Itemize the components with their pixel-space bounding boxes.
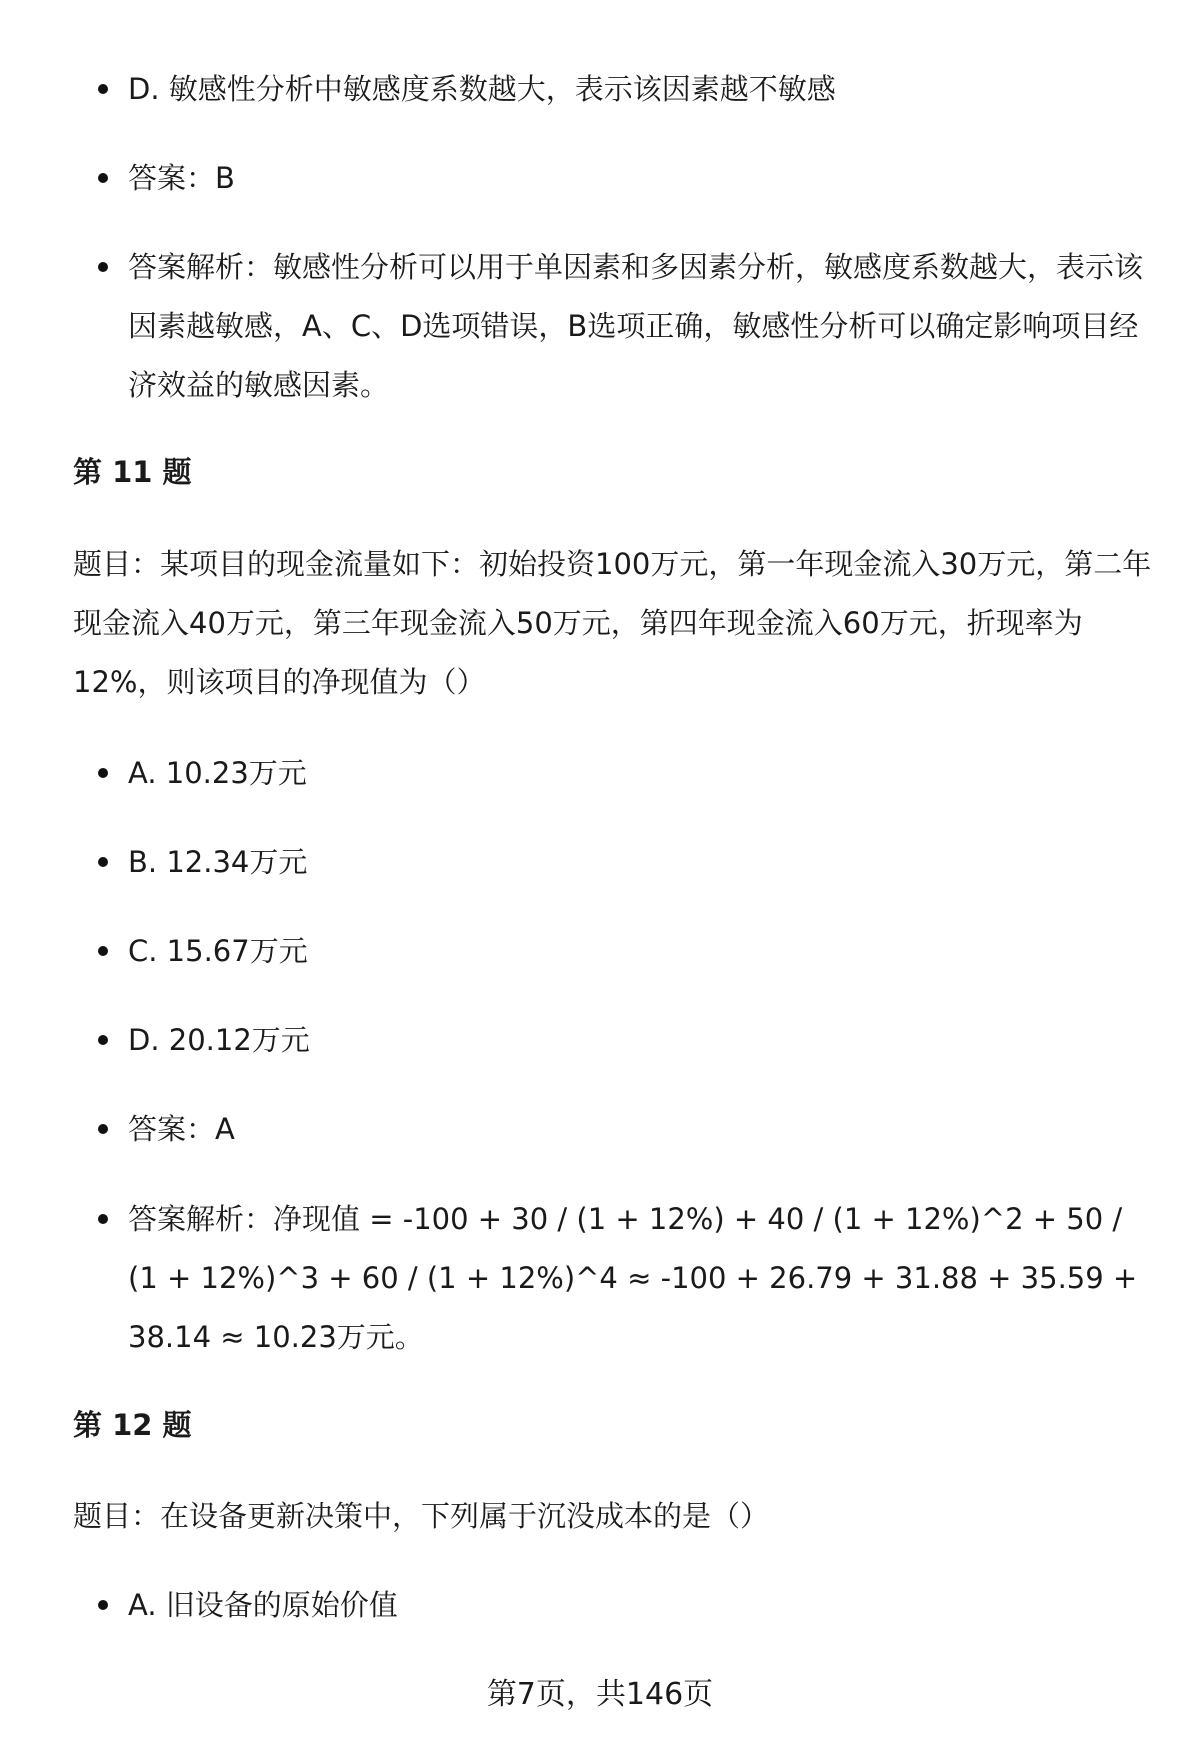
bullet-icon — [98, 1035, 108, 1045]
option-text: D. 敏感性分析中敏感度系数越大，表示该因素越不敏感 — [128, 72, 836, 106]
answer — [128, 149, 1158, 208]
option-a — [128, 744, 1158, 803]
option-text: A. 旧设备的原始价值 — [128, 1588, 398, 1622]
option-d — [128, 60, 1158, 119]
option-b — [128, 833, 1158, 892]
question-heading: 第 11 题 — [73, 455, 192, 489]
answer-text: 答案：B — [128, 161, 235, 195]
bullet-icon — [98, 1214, 108, 1224]
option-c — [128, 922, 1158, 981]
bullet-icon — [98, 857, 108, 867]
option-text: D. 20.12万元 — [128, 1023, 310, 1057]
page-number: 第7页，共146页 — [486, 1677, 714, 1712]
question-heading: 第 12 题 — [73, 1408, 192, 1442]
bullet-icon — [98, 1600, 108, 1610]
option-text: B. 12.34万元 — [128, 845, 308, 879]
bullet-icon — [98, 768, 108, 778]
bullet-icon — [98, 173, 108, 183]
answer-text: 答案：A — [128, 1112, 235, 1146]
question-stem: 题目：在设备更新决策中，下列属于沉没成本的是（） — [73, 1499, 770, 1533]
explanation-text: 答案解析：敏感性分析可以用于单因素和多因素分析，敏感度系数越大，表示该因素越敏感，A、C、D选项错误，B选项正确，敏感性分析可以确定影响项目经济效益的敏感因素。 — [128, 250, 1144, 402]
answer-explanation — [128, 238, 1158, 415]
option-text: C. 15.67万元 — [128, 934, 308, 968]
answer — [128, 1100, 1158, 1159]
bullet-icon — [98, 1124, 108, 1134]
option-d — [128, 1011, 1158, 1070]
bullet-icon — [98, 262, 108, 272]
bullet-icon — [98, 84, 108, 94]
answer-explanation — [128, 1190, 1158, 1367]
option-text: A. 10.23万元 — [128, 756, 307, 790]
explanation-text: 答案解析：净现值 = -100 + 30 / (1 + 12%) + 40 / (1 + 12%)^2 + 50 / (1 + 12%)^3 + 60 / (1 + 12%)^4 ≈ -100 + 26.79 + 31.88 + 35.59 + 38.14 ≈ 10.23万元。 — [128, 1202, 1138, 1354]
bullet-icon — [98, 946, 108, 956]
question-stem: 题目：某项目的现金流量如下：初始投资100万元，第一年现金流入30万元，第二年现金流入40万元，第三年现金流入50万元，第四年现金流入60万元，折现率为12%，则该项目的净现值为（） — [73, 547, 1152, 699]
option-a — [128, 1576, 1158, 1635]
